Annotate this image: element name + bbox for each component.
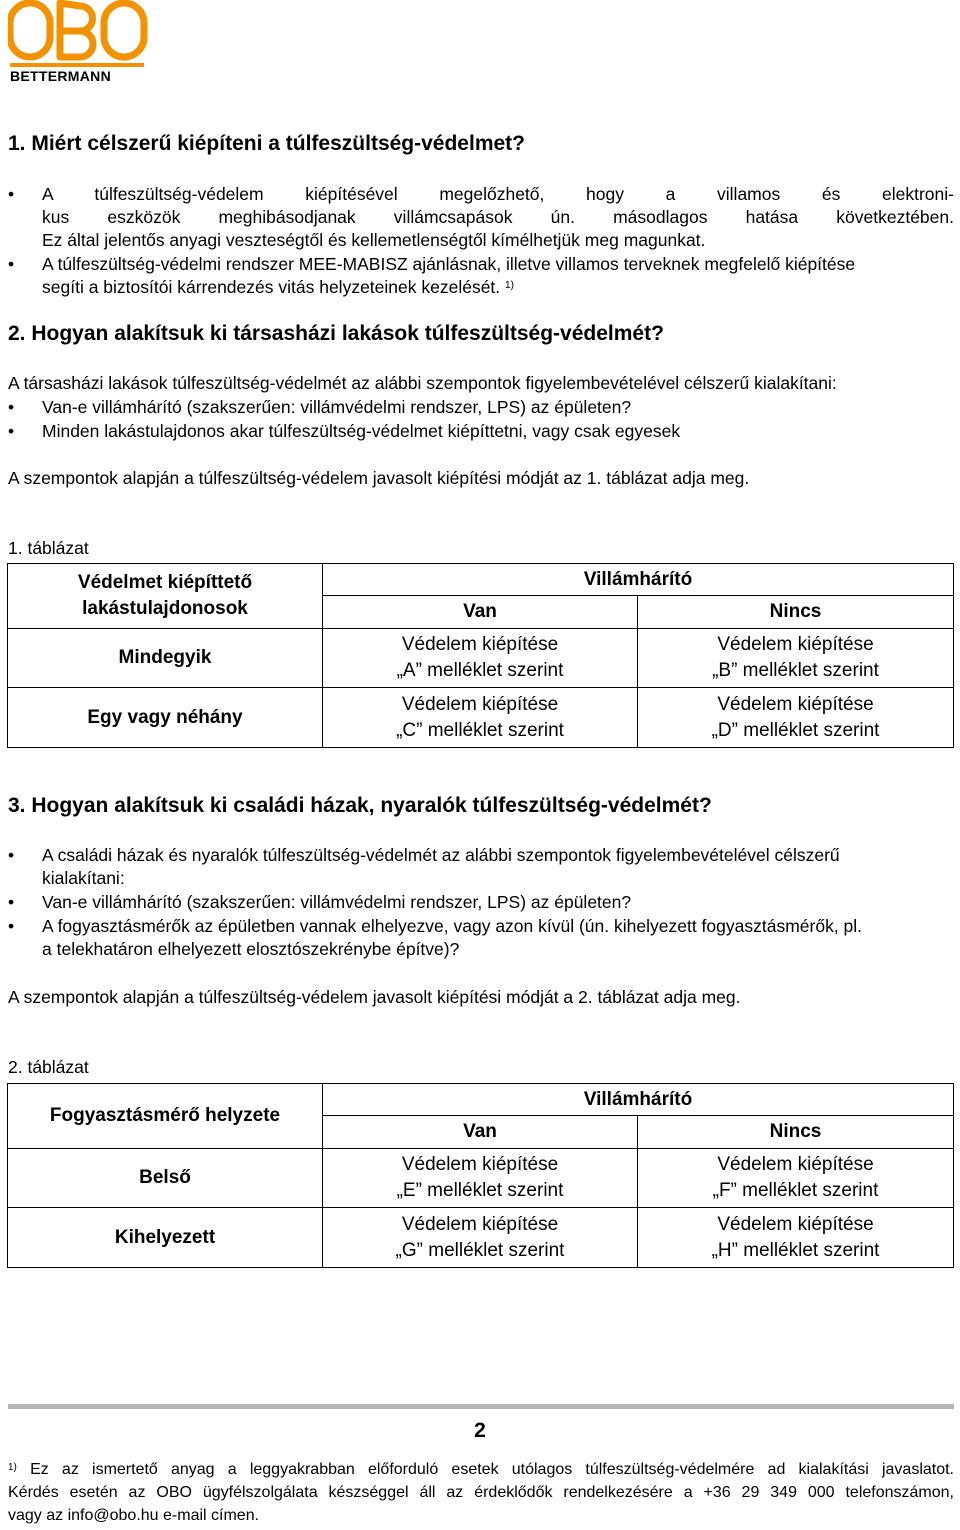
section-3-bullet-1: • A családi házak és nyaralók túlfeszültség-védelmét az alábbi szempontok figyelembevételével célszerű kialakítani: (8, 845, 840, 888)
section-1-heading: 1. Miért célszerű kiépíteni a túlfeszültség-védelmet? (8, 132, 525, 155)
section-3-summary: A szempontok alapján a túlfeszültség-védelem javasolt kiépítési módját a 2. táblázat adja meg. (8, 987, 741, 1007)
table-cell: Védelem kiépítése „E” melléklet szerint (323, 1149, 638, 1208)
bullet-icon: • (8, 254, 15, 274)
table-row (8, 629, 954, 688)
table-row (8, 688, 954, 748)
table-1-group-header: Villámhárító (323, 564, 954, 596)
table-2-row-header: Fogyasztásmérő helyzete (8, 1084, 323, 1149)
table-cell: Védelem kiépítése „A” melléklet szerint (323, 629, 638, 688)
table-2 (7, 1083, 954, 1268)
table-2-row-label: Belső (8, 1149, 323, 1208)
section-3-bullet-2: • Van-e villámhárító (szakszerűen: villámvédelmi rendszer, LPS) az épületen? (8, 892, 632, 912)
section-3-heading: 3. Hogyan alakítsuk ki családi házak, nyaralók túlfeszültség-védelmét? (8, 794, 712, 817)
table-1-row-label: Mindegyik (8, 629, 323, 688)
table-1-row-header: Védelmet kiépíttető lakástulajdonosok (8, 564, 323, 629)
table-1-row-label: Egy vagy néhány (8, 688, 323, 748)
table-cell: Védelem kiépítése „D” melléklet szerint (638, 688, 954, 748)
table-cell: Védelem kiépítése „F” melléklet szerint (638, 1149, 954, 1208)
section-2-summary: A szempontok alapján a túlfeszültség-védelem javasolt kiépítési módját az 1. táblázat adja meg. (8, 468, 750, 488)
footnote: $^{1)}$ Ez az ismertető anyag a leggyakrabban előforduló esetek utólagos túlfeszültség-védelmére ad kialakítási javaslatot. Kérdés esetén az OBO ügyfélszolgálata készséggel áll az érdeklődők rendelkezésére a +36 29 349 000 telefonszámon, vagy az info@obo.hu e-mail címen. (8, 1461, 954, 1524)
table-2-col-van: Van (323, 1116, 638, 1149)
section-2-heading: 2. Hogyan alakítsuk ki társasházi lakások túlfeszültség-védelmét? (8, 322, 664, 345)
bullet-icon: • (8, 892, 15, 912)
logo-subtitle: BETTERMANN (10, 68, 111, 84)
table-cell: Védelem kiépítése „G” melléklet szerint (323, 1208, 638, 1268)
table-2-caption: 2. táblázat (8, 1057, 89, 1077)
table-cell: Védelem kiépítése „C” melléklet szerint (323, 688, 638, 748)
footnote-reference: 1) (505, 280, 514, 291)
bullet-icon: • (8, 184, 15, 204)
table-row (8, 1208, 954, 1268)
section-1-bullet-2: • A túlfeszültség-védelmi rendszer MEE-MABISZ ajánlásnak, illetve villamos terveknek megfelelő kiépítése segíti a biztosítói kárrendezés vitás helyzeteinek kezelését. $^{1)}$ (8, 254, 856, 297)
table-cell: Védelem kiépítése „H” melléklet szerint (638, 1208, 954, 1268)
section-2-bullet-1: • Van-e villámhárító (szakszerűen: villámvédelmi rendszer, LPS) az épületen? (8, 397, 632, 417)
section-2-intro: A társasházi lakások túlfeszültség-védelmét az alábbi szempontok figyelembevételével célszerű kialakítani: (8, 373, 837, 393)
table-2-group-header: Villámhárító (323, 1084, 954, 1116)
footer-divider (8, 1404, 954, 1409)
table-row (8, 1149, 954, 1208)
table-cell: Védelem kiépítése „B” melléklet szerint (638, 629, 954, 688)
section-3-bullet-3: • A fogyasztásmérők az épületben vannak elhelyezve, vagy azon kívül (ún. kihelyezett fogyasztásmérők, pl. a telekhatáron elhelyezett elosztószekrénybe építve)? (8, 916, 863, 959)
page-number: 2 (474, 1419, 486, 1442)
table-1 (7, 563, 954, 748)
bullet-icon: • (8, 421, 15, 441)
bullet-icon: • (8, 916, 15, 936)
bullet-icon: • (8, 397, 15, 417)
table-1-col-nincs: Nincs (638, 596, 954, 629)
table-2-col-nincs: Nincs (638, 1116, 954, 1149)
bullet-icon: • (8, 845, 15, 865)
table-1-caption: 1. táblázat (8, 538, 89, 558)
table-1-col-van: Van (323, 596, 638, 629)
section-2-bullet-2: • Minden lakástulajdonos akar túlfeszültség-védelmet kiépíttetni, vagy csak egyesek (8, 421, 681, 441)
section-1-bullet-1: • A túlfeszültség-védelem kiépítésével megelőzhető, hogy a villamos és elektroni- kus eszközök meghibásodjanak villámcsapások ún. másodlagos hatása következtében. Ez által jelentős anyagi veszteségtől és kellemetlenségtől kímélhetjük meg magunkat. (8, 184, 954, 250)
table-2-row-label: Kihelyezett (8, 1208, 323, 1268)
obo-bettermann-logo (8, 0, 148, 86)
footnote-mark: 1) (8, 1462, 17, 1473)
